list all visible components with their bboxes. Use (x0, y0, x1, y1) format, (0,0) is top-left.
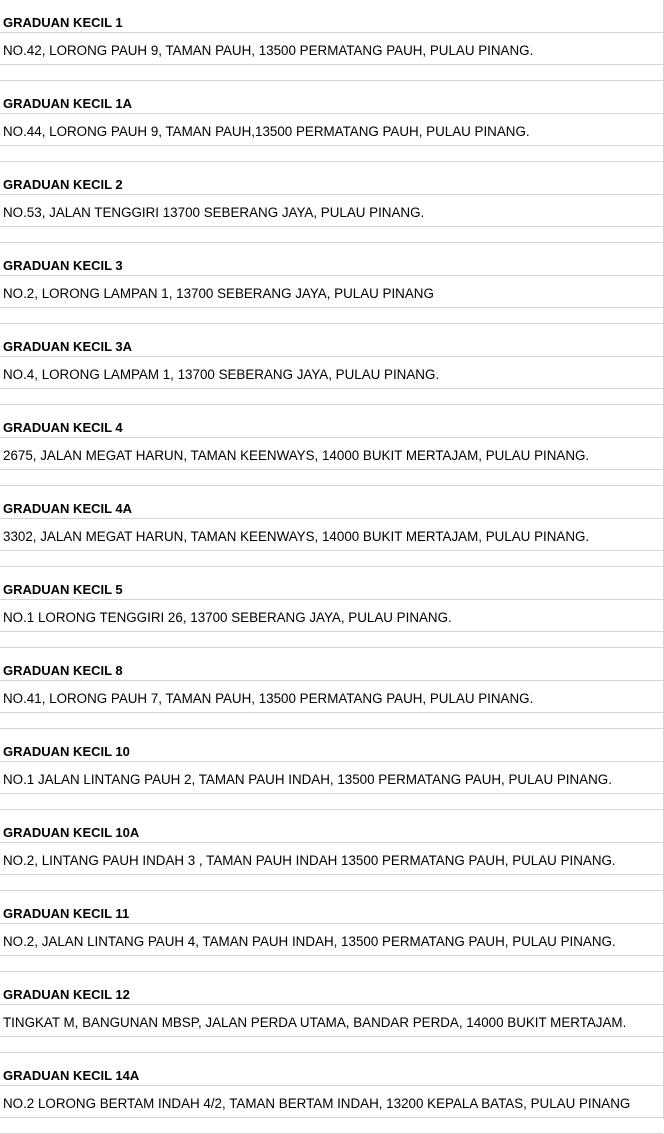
cell-name[interactable] (0, 1053, 663, 1086)
location-address: NO.2 LORONG BERTAM INDAH 4/2, TAMAN BERTAM INDAH, 13200 KEPALA BATAS, PULAU PINANG (3, 1096, 631, 1111)
location-name: GRADUAN KECIL 4 (3, 420, 123, 435)
cell-name[interactable] (0, 729, 663, 762)
cell-address[interactable] (0, 1086, 663, 1118)
list-item (0, 0, 663, 81)
cell-address[interactable] (0, 600, 663, 632)
cell-name[interactable] (0, 810, 663, 843)
location-address: 3302, JALAN MEGAT HARUN, TAMAN KEENWAYS, 14000 BUKIT MERTAJAM, PULAU PINANG. (3, 529, 590, 544)
cell-name[interactable] (0, 243, 663, 276)
cell-blank[interactable] (0, 389, 663, 405)
list-item (0, 243, 663, 324)
cell-address[interactable] (0, 357, 663, 389)
location-name: GRADUAN KECIL 14A (3, 1068, 140, 1083)
list-item (0, 324, 663, 405)
location-address: NO.41, LORONG PAUH 7, TAMAN PAUH, 13500 PERMATANG PAUH, PULAU PINANG. (3, 691, 534, 706)
location-address: NO.53, JALAN TENGGIRI 13700 SEBERANG JAYA, PULAU PINANG. (3, 205, 425, 220)
location-address: NO.42, LORONG PAUH 9, TAMAN PAUH, 13500 PERMATANG PAUH, PULAU PINANG. (3, 43, 534, 58)
location-name: GRADUAN KECIL 10A (3, 825, 140, 840)
cell-name[interactable] (0, 405, 663, 438)
location-name: GRADUAN KECIL 8 (3, 663, 123, 678)
cell-address[interactable] (0, 843, 663, 875)
location-address: NO.4, LORONG LAMPAM 1, 13700 SEBERANG JAYA, PULAU PINANG. (3, 367, 440, 382)
cell-name[interactable] (0, 486, 663, 519)
cell-address[interactable] (0, 762, 663, 794)
cell-address[interactable] (0, 195, 663, 227)
cell-name[interactable] (0, 972, 663, 1005)
cell-name[interactable] (0, 162, 663, 195)
cell-blank[interactable] (0, 713, 663, 729)
cell-address[interactable] (0, 438, 663, 470)
cell-address[interactable] (0, 33, 663, 65)
cell-address[interactable] (0, 114, 663, 146)
cell-blank[interactable] (0, 1037, 663, 1053)
cell-blank[interactable] (0, 794, 663, 810)
location-name: GRADUAN KECIL 1A (3, 96, 133, 111)
location-name: GRADUAN KECIL 2 (3, 177, 123, 192)
cell-name[interactable] (0, 567, 663, 600)
cell-blank[interactable] (0, 1118, 663, 1134)
location-name: GRADUAN KECIL 5 (3, 582, 123, 597)
cell-blank[interactable] (0, 551, 663, 567)
cell-blank[interactable] (0, 65, 663, 81)
cell-address[interactable] (0, 276, 663, 308)
list-item (0, 567, 663, 648)
list-item (0, 81, 663, 162)
cell-blank[interactable] (0, 632, 663, 648)
location-address: NO.1 LORONG TENGGIRI 26, 13700 SEBERANG JAYA, PULAU PINANG. (3, 610, 452, 625)
cell-blank[interactable] (0, 308, 663, 324)
location-address: NO.2, JALAN LINTANG PAUH 4, TAMAN PAUH INDAH, 13500 PERMATANG PAUH, PULAU PINANG. (3, 934, 616, 949)
cell-blank[interactable] (0, 146, 663, 162)
list-item (0, 1053, 663, 1134)
location-address: 2675, JALAN MEGAT HARUN, TAMAN KEENWAYS, 14000 BUKIT MERTAJAM, PULAU PINANG. (3, 448, 590, 463)
location-name: GRADUAN KECIL 1 (3, 15, 123, 30)
list-item (0, 405, 663, 486)
list-item (0, 810, 663, 891)
cell-name[interactable] (0, 324, 663, 357)
location-name: GRADUAN KECIL 11 (3, 906, 130, 921)
location-name: GRADUAN KECIL 10 (3, 744, 130, 759)
location-address: TINGKAT M, BANGUNAN MBSP, JALAN PERDA UTAMA, BANDAR PERDA, 14000 BUKIT MERTAJAM. (3, 1015, 627, 1030)
list-item (0, 162, 663, 243)
list-item (0, 729, 663, 810)
location-name: GRADUAN KECIL 4A (3, 501, 133, 516)
cell-blank[interactable] (0, 470, 663, 486)
list-item (0, 972, 663, 1053)
list-item (0, 891, 663, 972)
cell-name[interactable] (0, 648, 663, 681)
location-address: NO.2, LORONG LAMPAN 1, 13700 SEBERANG JAYA, PULAU PINANG (3, 286, 434, 301)
list-item (0, 486, 663, 567)
cell-name[interactable] (0, 891, 663, 924)
cell-blank[interactable] (0, 875, 663, 891)
location-name: GRADUAN KECIL 3 (3, 258, 123, 273)
list-item (0, 648, 663, 729)
location-address: NO.2, LINTANG PAUH INDAH 3 , TAMAN PAUH INDAH 13500 PERMATANG PAUH, PULAU PINANG. (3, 853, 616, 868)
location-name: GRADUAN KECIL 12 (3, 987, 130, 1002)
cell-blank[interactable] (0, 956, 663, 972)
cell-address[interactable] (0, 1005, 663, 1037)
location-address: NO.44, LORONG PAUH 9, TAMAN PAUH,13500 PERMATANG PAUH, PULAU PINANG. (3, 124, 530, 139)
location-address: NO.1 JALAN LINTANG PAUH 2, TAMAN PAUH INDAH, 13500 PERMATANG PAUH, PULAU PINANG. (3, 772, 612, 787)
cell-address[interactable] (0, 924, 663, 956)
cell-name[interactable] (0, 81, 663, 114)
location-name: GRADUAN KECIL 3A (3, 339, 133, 354)
cell-address[interactable] (0, 519, 663, 551)
cell-blank[interactable] (0, 227, 663, 243)
cell-name[interactable] (0, 0, 663, 33)
cell-address[interactable] (0, 681, 663, 713)
